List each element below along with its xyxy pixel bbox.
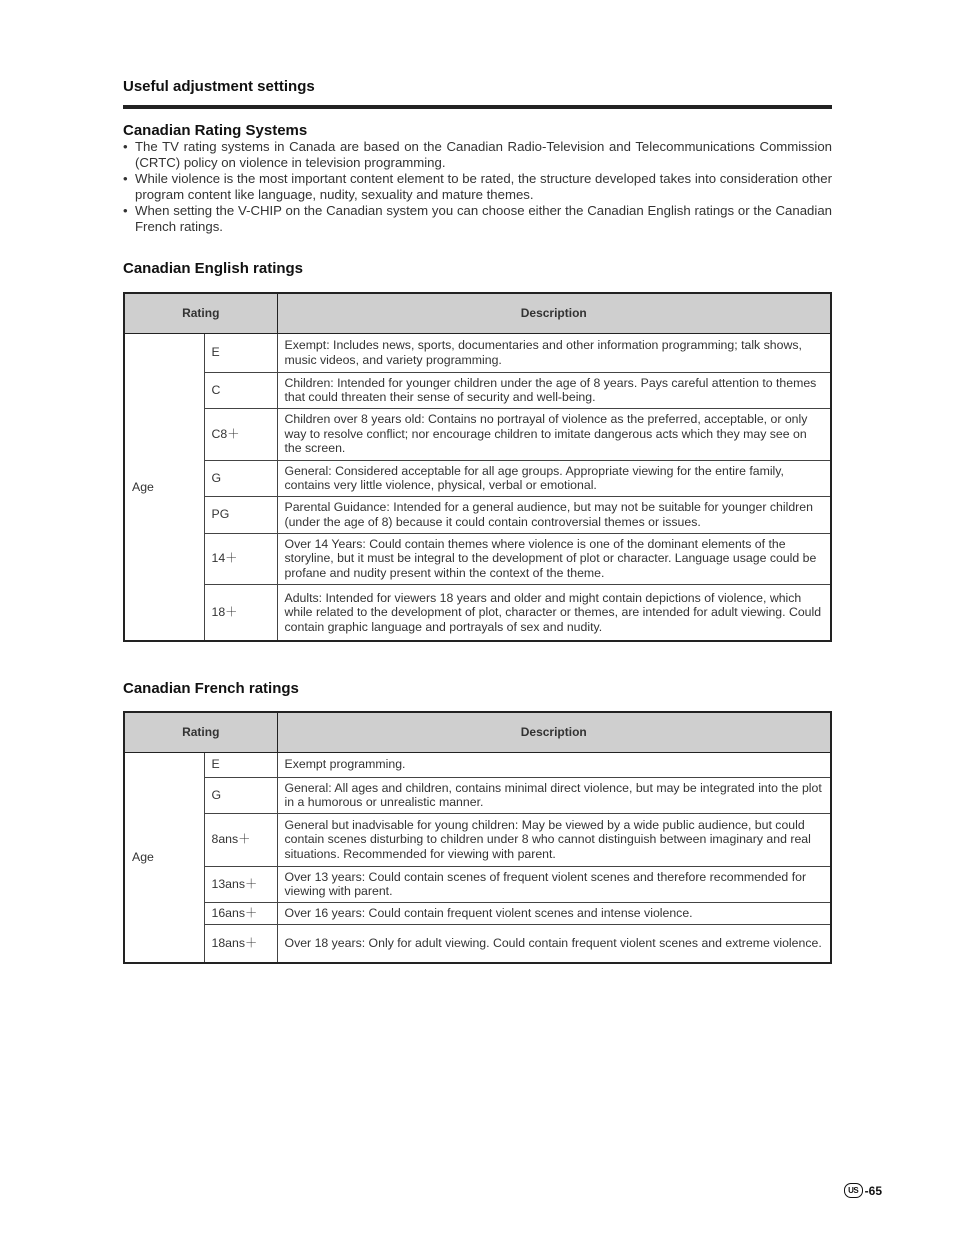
intro-bullet: • The TV rating systems in Canada are based on the Canadian Radio-Television and Telecommunications Commission (CRTC) policy on violence in television programming. — [123, 139, 832, 171]
rating-code: E — [204, 752, 277, 777]
table-row — [124, 752, 831, 777]
rating-description: Exempt: Includes news, sports, documentaries and other information programming; talk shows, music videos, and variety programming. — [277, 333, 831, 372]
table-row — [124, 584, 831, 641]
table-row — [124, 866, 831, 902]
rating-code: G — [204, 777, 277, 813]
rating-code: 13ans＋ — [204, 866, 277, 902]
rating-code: 8ans＋ — [204, 813, 277, 866]
description-column-header: Description — [277, 712, 831, 752]
french-ratings-table — [123, 711, 832, 964]
rating-description: General but inadvisable for young children: May be viewed by a wide public audience, but could contain scenes disturbing to children under 8 who cannot distinguish between imaginary and real situations. Recommended for viewing with parent. — [277, 813, 831, 866]
intro-bullet: • When setting the V-CHIP on the Canadian system you can choose either the Canadian English ratings or the Canadian French ratings. — [123, 203, 832, 235]
rating-systems-heading: Canadian Rating Systems — [123, 122, 308, 139]
rating-code: C8＋ — [204, 408, 277, 460]
rating-code: 18ans＋ — [204, 924, 277, 963]
table-row — [124, 496, 831, 533]
rating-description: Parental Guidance: Intended for a general audience, but may not be suitable for younger children (under the age of 8) because it could contain controversial themes or issues. — [277, 496, 831, 533]
table-row — [124, 902, 831, 924]
table-row — [124, 333, 831, 372]
table-row — [124, 460, 831, 496]
rating-systems-intro — [123, 139, 832, 235]
table-row — [124, 777, 831, 813]
us-region-icon: US — [844, 1183, 863, 1198]
english-ratings-table — [123, 292, 832, 642]
table-row — [124, 533, 831, 584]
rating-code: PG — [204, 496, 277, 533]
rating-column-header: Rating — [124, 712, 277, 752]
rating-description: Children over 8 years old: Contains no portrayal of violence as the preferred, acceptable, or only way to resolve conflict; nor encourage children to imitate dangerous acts which they may see on the screen. — [277, 408, 831, 460]
age-group-label: Age — [124, 333, 204, 641]
rating-description: Exempt programming. — [277, 752, 831, 777]
intro-bullet: • While violence is the most important content element to be rated, the structure developed takes into consideration other program content like language, nudity, sexuality and mature themes. — [123, 171, 832, 203]
age-group-label: Age — [124, 752, 204, 963]
rating-code: G — [204, 460, 277, 496]
page-footer — [844, 1183, 882, 1198]
rating-description: General: All ages and children, contains minimal direct violence, but may be integrated into the plot in a humorous or unrealistic manner. — [277, 777, 831, 813]
rating-code: 14＋ — [204, 533, 277, 584]
rating-code: 16ans＋ — [204, 902, 277, 924]
french-ratings-heading: Canadian French ratings — [123, 680, 299, 697]
rating-code: E — [204, 333, 277, 372]
rating-code: 18＋ — [204, 584, 277, 641]
rating-code: C — [204, 372, 277, 408]
rating-description: Children: Intended for younger children under the age of 8 years. Pays careful attention to themes that could threaten their sense of security and well-being. — [277, 372, 831, 408]
table-row — [124, 924, 831, 963]
table-row — [124, 813, 831, 866]
rating-description: Over 16 years: Could contain frequent violent scenes and intense violence. — [277, 902, 831, 924]
table-row — [124, 408, 831, 460]
rating-column-header: Rating — [124, 293, 277, 333]
english-ratings-heading: Canadian English ratings — [123, 260, 304, 277]
section-title: Useful adjustment settings — [123, 78, 315, 95]
section-rule — [123, 105, 832, 109]
rating-description: Over 13 years: Could contain scenes of frequent violent scenes and therefore recommended for viewing with parent. — [277, 866, 831, 902]
rating-description: Adults: Intended for viewers 18 years and older and might contain depictions of violence, which while related to the development of plot, character or themes, are intended for adult viewing. Could contain graphic language and portrayals of sex and nudity. — [277, 584, 831, 641]
table-row — [124, 372, 831, 408]
rating-description: General: Considered acceptable for all age groups. Appropriate viewing for the entire family, contains very little violence, physical, verbal or emotional. — [277, 460, 831, 496]
description-column-header: Description — [277, 293, 831, 333]
rating-description: Over 14 Years: Could contain themes where violence is one of the dominant elements of the storyline, but it must be integral to the development of plot or character. Language usage could be profane and nudity present within the context of the theme. — [277, 533, 831, 584]
page-number: -65 — [864, 1183, 882, 1198]
rating-description: Over 18 years: Only for adult viewing. Could contain frequent violent scenes and extreme violence. — [277, 924, 831, 963]
